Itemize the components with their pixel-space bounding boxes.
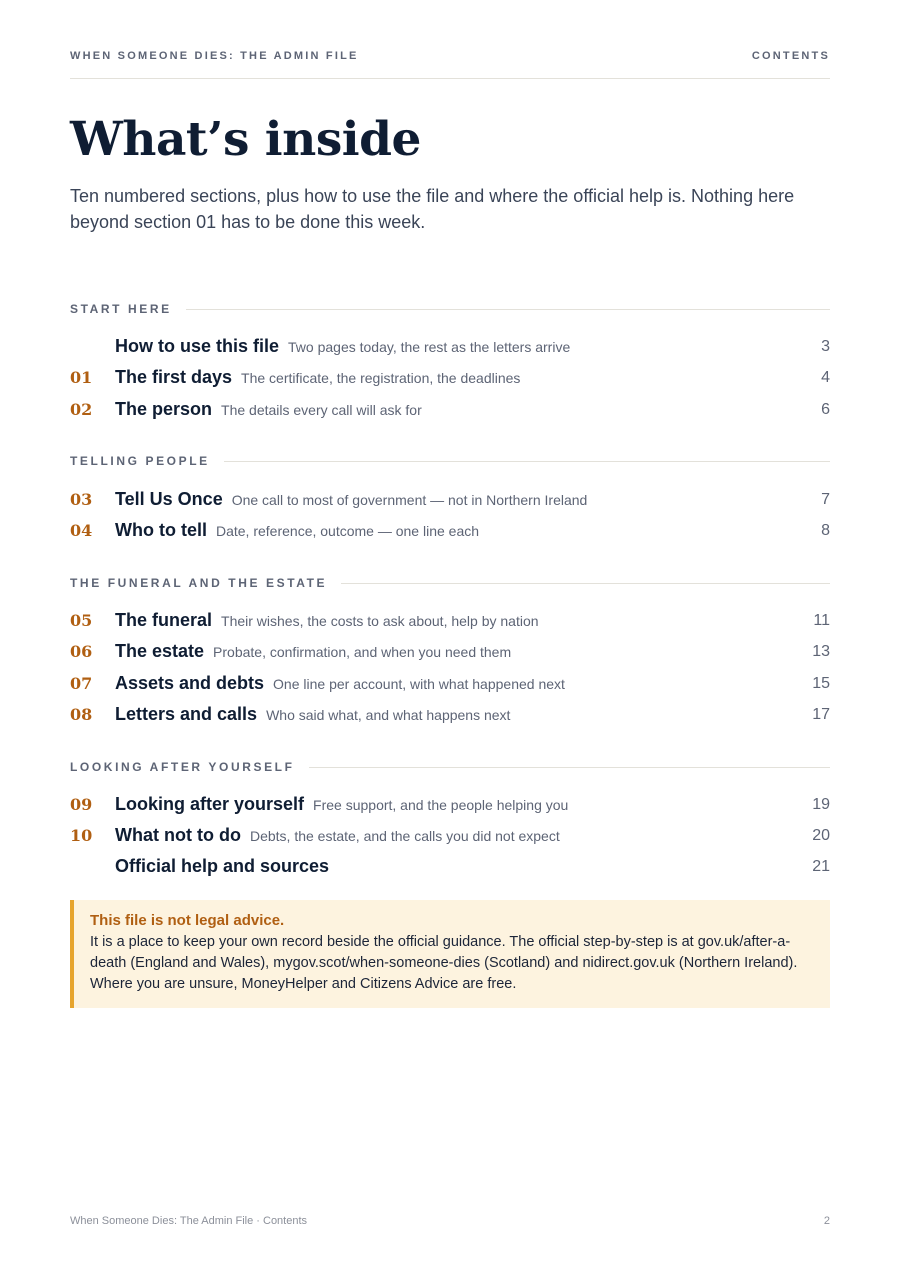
entry-number: 09 [70,795,93,814]
document-title: WHEN SOMEONE DIES: THE ADMIN FILE [70,50,359,62]
entry-page-number: 3 [821,338,830,355]
entry-title: The first days [115,367,233,387]
entry-title: How to use this file [115,336,280,356]
intro-text: Ten numbered sections, plus how to use the file and where the official help is. Nothing here beyond section 01 has to be done this week. [70,186,795,232]
entry-description: Date, reference, outcome — one line each [215,523,480,539]
entry-number: 08 [70,705,93,724]
section-heading-telling-people [70,453,830,469]
header-divider [70,78,830,79]
section-heading-funeral-estate [70,575,830,591]
footer-page-number: 2 [823,1215,830,1227]
entry-page-number: 11 [813,612,830,629]
entry-description: Who said what, and what happens next [266,707,511,723]
entry-description: Two pages today, the rest as the letters arrive [288,339,571,355]
entry-title: Letters and calls [115,704,258,724]
entry-title: Who to tell [115,520,207,540]
section-heading-label: START HERE [70,302,172,316]
entry-title: Tell Us Once [115,489,223,509]
entry-page-number: 4 [821,369,830,386]
entry-page-number: 7 [821,491,830,508]
entry-number: 07 [70,674,93,693]
running-header [70,50,830,62]
entry-description: Free support, and the people helping you [313,797,569,813]
entry-description: The certificate, the registration, the deadlines [241,370,521,386]
entry-number: 06 [70,642,93,661]
section-divider [341,583,830,584]
toc-entry-the-funeral[interactable] [70,607,830,633]
entry-number: 03 [70,490,93,509]
entry-number: 05 [70,611,93,630]
section-divider [309,767,830,768]
entry-page-number: 19 [812,796,830,813]
entry-page-number: 13 [812,643,830,660]
contents-page [70,0,830,1273]
section-heading-label: TELLING PEOPLE [70,454,210,468]
footer-title: When Someone Dies: The Admin File · Contents [70,1215,308,1227]
entry-page-number: 8 [821,522,830,539]
entry-title: Looking after yourself [115,794,305,814]
section-divider [186,309,830,310]
entry-page-number: 15 [812,675,830,692]
section-label: CONTENTS [751,50,830,62]
section-heading-label: LOOKING AFTER YOURSELF [70,760,295,774]
entry-description: The details every call will ask for [221,402,422,418]
section-heading-looking-after-yourself [70,759,830,775]
toc-entry-how-to-use[interactable] [70,333,830,359]
notice-title: This file is not legal advice. [90,912,285,929]
entry-page-number: 17 [812,706,830,723]
entry-title: What not to do [115,825,241,845]
entry-number: 01 [70,368,93,387]
entry-description: Their wishes, the costs to ask about, help by nation [221,613,539,629]
notice-body: It is a place to keep your own record beside the official guidance. The official step-by-step is at gov.uk/after-a-death (England and Wales), mygov.scot/when-someone-dies (Scotland) and nidirect.gov.uk (Northern Ireland). Where you are unsure, MoneyHelper and Citizens Advice are free. [90,934,798,992]
toc-entry-looking-after-yourself[interactable] [70,791,830,817]
section-heading-label: THE FUNERAL AND THE ESTATE [70,576,328,590]
toc-entry-tell-us-once[interactable] [70,486,830,512]
toc-entry-official-help[interactable] [70,853,830,879]
toc-entry-assets-and-debts[interactable] [70,670,830,696]
page-title: What’s inside [70,112,421,167]
section-heading-start-here [70,301,830,317]
entry-title: The funeral [115,610,213,630]
entry-number: 02 [70,400,93,419]
entry-description: One call to most of government — not in Northern Ireland [231,492,588,508]
page-footer [70,1215,830,1227]
entry-number: 04 [70,521,93,540]
entry-description: One line per account, with what happened next [273,676,565,692]
entry-description: Debts, the estate, and the calls you did not expect [249,828,560,844]
toc-entry-what-not-to-do[interactable] [70,822,830,848]
entry-title: Official help and sources [115,856,330,876]
toc-entry-first-days[interactable] [70,364,830,390]
entry-title: The estate [115,641,205,661]
entry-page-number: 20 [812,827,830,844]
entry-number: 10 [70,826,93,845]
entry-title: Assets and debts [115,673,265,693]
toc-entry-the-person[interactable] [70,396,830,422]
entry-page-number: 21 [812,858,830,875]
entry-title: The person [115,399,213,419]
section-divider [224,461,830,462]
entry-page-number: 6 [821,401,830,418]
entry-description: Probate, confirmation, and when you need them [213,644,512,660]
toc-entry-who-to-tell[interactable] [70,517,830,543]
toc-entry-the-estate[interactable] [70,638,830,664]
toc-entry-letters-and-calls[interactable] [70,701,830,727]
legal-notice-callout [70,900,830,1008]
